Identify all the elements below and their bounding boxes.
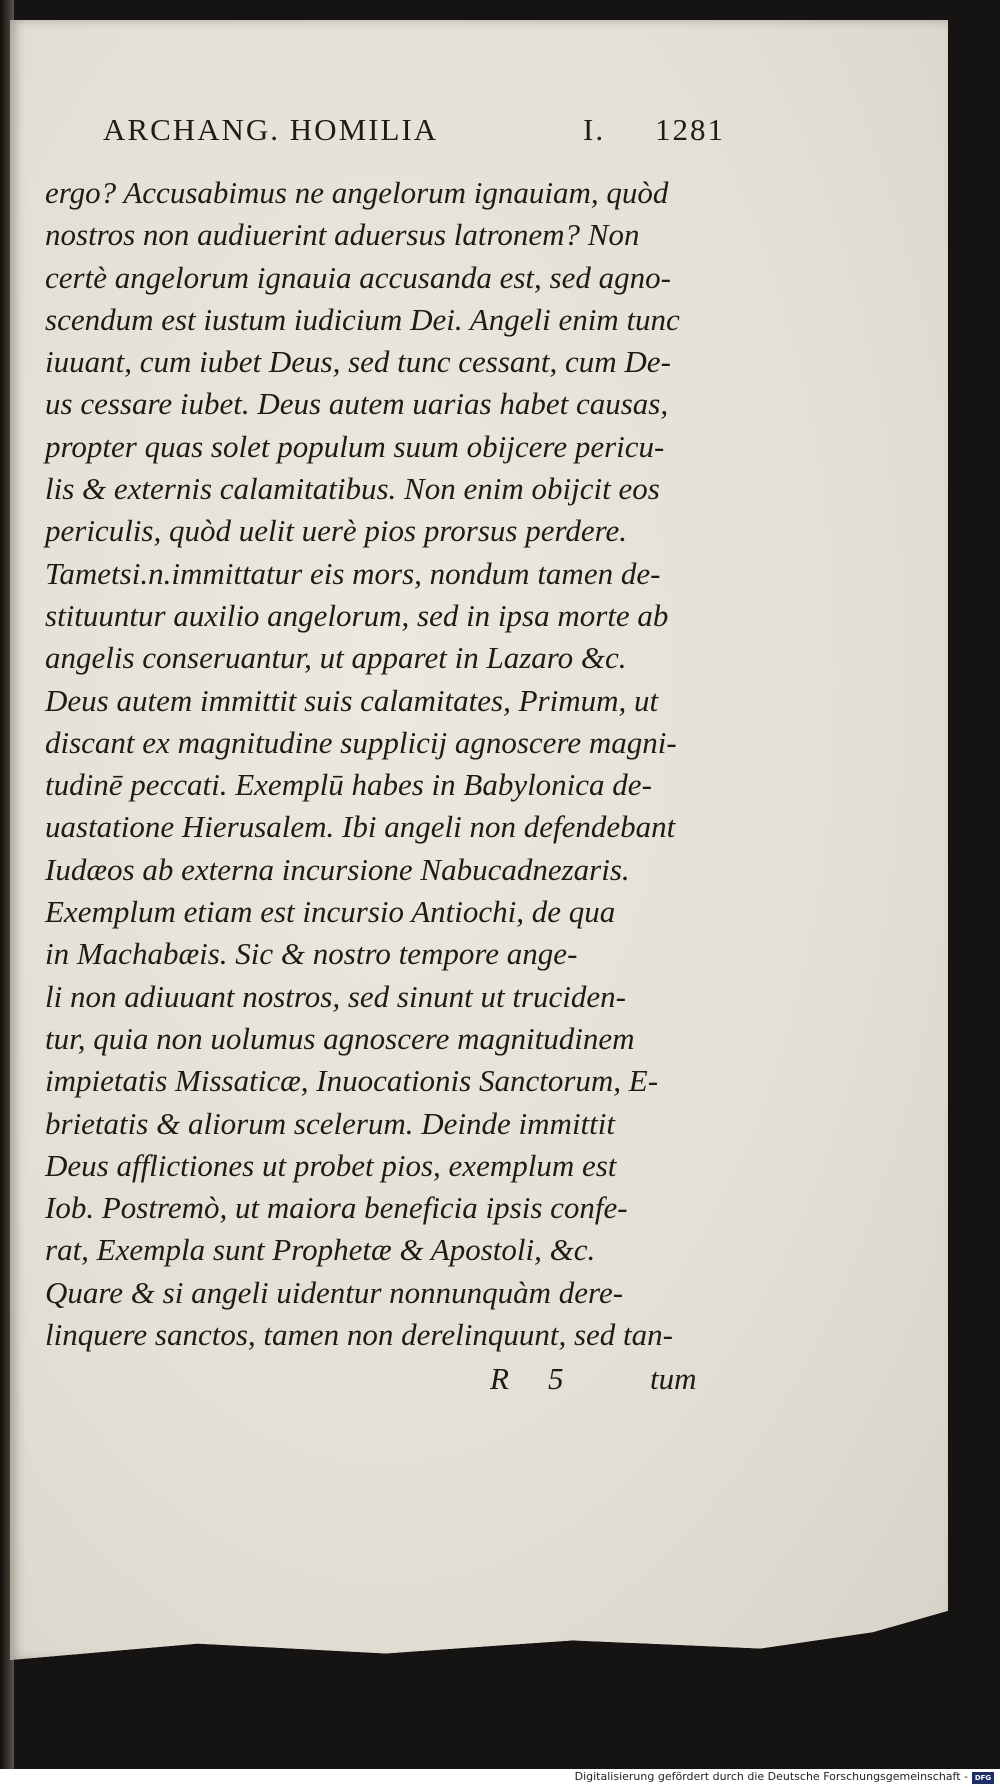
dfg-logo-icon: DFG: [972, 1772, 994, 1784]
running-title: ARCHANG. HOMILIA: [103, 112, 439, 147]
text-line: in Machabæis. Sic & nostro tempore ange-: [45, 936, 578, 972]
text-line: discant ex magnitudine supplicij agnoscere magni-: [45, 724, 677, 760]
text-line: tur, quia non uolumus agnoscere magnitudinem: [45, 1020, 635, 1056]
text-line: rat, Exempla sunt Prophetæ & Apostoli, &c.: [45, 1232, 596, 1268]
text-line: scendum est iustum iudicium Dei. Angeli enim tunc: [45, 301, 680, 337]
text-line: periculis, quòd uelit uerè pios prorsus perdere.: [45, 513, 628, 549]
text-line: stituuntur auxilio angelorum, sed in ipsa morte ab: [45, 597, 669, 633]
text-line: nostros non audiuerint aduersus latronem? Non: [45, 217, 640, 253]
digitization-footer: [0, 1769, 1000, 1787]
text-line: impietatis Missaticæ, Inuocationis Sanctorum, E-: [45, 1063, 659, 1099]
text-line: Exemplum etiam est incursio Antiochi, de qua: [45, 894, 616, 930]
text-line: tudinē peccati. Exemplū habes in Babylonica de-: [45, 767, 652, 803]
text-line: certè angelorum ignauia accusanda est, sed agno-: [45, 259, 671, 295]
funding-credit: Digitalisierung gefördert durch die Deutsche Forschungsgemeinschaft -: [574, 1770, 968, 1783]
text-line: ergo? Accusabimus ne angelorum ignauiam, quòd: [45, 175, 669, 210]
text-line: Deus autem immittit suis calamitates, Primum, ut: [45, 682, 659, 718]
text-line: Iudæos ab externa incursione Nabucadnezaris.: [45, 851, 630, 887]
text-line: Deus afflictiones ut probet pios, exemplum est: [45, 1147, 617, 1183]
text-line: linquere sanctos, tamen non derelinquunt, sed tan-: [45, 1317, 673, 1353]
text-line: li non adiuuant nostros, sed sinunt ut truciden-: [45, 978, 626, 1014]
text-line: propter quas solet populum suum obijcere pericu-: [45, 428, 665, 464]
homily-number: I.: [583, 112, 606, 147]
text-line: iuuant, cum iubet Deus, sed tunc cessant, cum De-: [45, 344, 671, 380]
text-line: Quare & si angeli uidentur nonnunquàm dere-: [45, 1274, 624, 1310]
body-text: [45, 172, 745, 1356]
text-line: us cessare iubet. Deus autem uarias habet causas,: [45, 386, 669, 422]
signature-number: 5: [548, 1361, 564, 1396]
signature-mark: R: [490, 1361, 509, 1396]
catchword: tum: [650, 1361, 697, 1396]
text-line: angelis conseruantur, ut apparet in Lazaro &c.: [45, 640, 627, 676]
text-line: lis & externis calamitatibus. Non enim obijcit eos: [45, 471, 660, 507]
text-line: brietatis & aliorum scelerum. Deinde immittit: [45, 1105, 616, 1141]
text-line: Tametsi.n.immittatur eis mors, nondum tamen de-: [45, 555, 661, 591]
text-line: uastatione Hierusalem. Ibi angeli non defendebant: [45, 809, 676, 845]
folio-number: 1281: [655, 112, 725, 147]
text-line: Iob. Postremò, ut maiora beneficia ipsis confe-: [45, 1190, 628, 1226]
